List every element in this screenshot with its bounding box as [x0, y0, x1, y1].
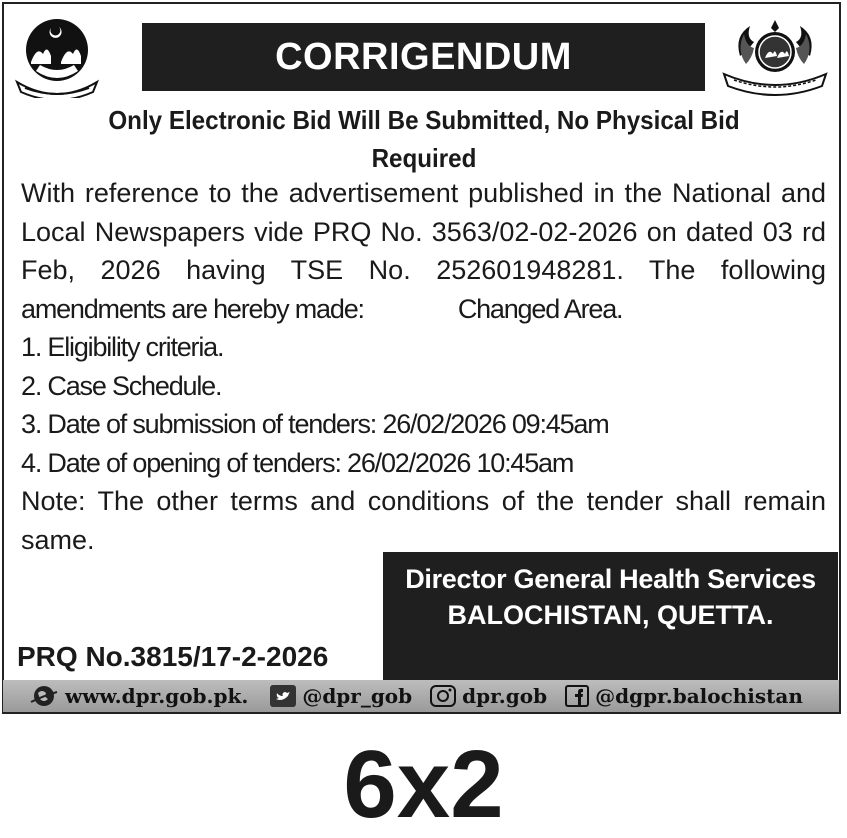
note-line: Note: The other terms and conditions of the tender shall remain: [21, 486, 826, 516]
twitter-handle[interactable]: @dpr_gob: [302, 684, 413, 708]
changed-area-label: Changed Area.: [457, 293, 623, 324]
website-link[interactable]: www.dpr.gob.pk.: [65, 684, 249, 708]
footer-facebook[interactable]: [565, 684, 803, 708]
page-title: CORRIGENDUM: [142, 23, 705, 91]
note-line: same.: [21, 524, 95, 555]
instagram-icon: [430, 685, 456, 707]
footer-website[interactable]: [29, 684, 248, 708]
facebook-handle[interactable]: @dgpr.balochistan: [595, 684, 803, 708]
list-item: 3. Date of submission of tenders: 26/02/2026 09:45am: [21, 409, 609, 439]
emblem-right-icon: [718, 16, 832, 96]
body-line: Feb, 2026 having TSE No. 252601948281. The following: [21, 255, 826, 285]
globe-icon: [29, 684, 59, 708]
instagram-handle[interactable]: dpr.gob: [462, 684, 548, 708]
list-item: 1. Eligibility criteria.: [21, 332, 224, 362]
facebook-icon: [565, 685, 589, 707]
footer-twitter[interactable]: [270, 684, 412, 708]
body-line: With reference to the advertisement published in the National and: [21, 178, 826, 208]
signature-block: [383, 552, 838, 680]
emblem-left-icon: [11, 16, 103, 98]
signature-title: Director General Health Services: [405, 564, 816, 594]
footer-instagram[interactable]: [430, 684, 547, 708]
ad-size-label: 6x2: [343, 731, 504, 838]
subtitle: Only Electronic Bid Will Be Submitted, No Physical Bid Required: [108, 105, 740, 173]
body-line: Local Newspapers vide PRQ No. 3563/02-02-2026 on dated 03 rd: [21, 216, 826, 247]
amendments-text: amendments are hereby made:: [21, 293, 364, 324]
signature-location: BALOCHISTAN, QUETTA.: [447, 600, 774, 630]
body-line: [21, 290, 826, 329]
body-text: [21, 174, 826, 559]
twitter-icon: [270, 685, 296, 707]
list-item: 4. Date of opening of tenders: 26/02/2026 10:45am: [21, 447, 574, 478]
footer-bar: [3, 680, 839, 712]
list-item: 2. Case Schedule.: [21, 370, 222, 401]
prq-number: PRQ No.3815/17-2-2026: [17, 641, 329, 672]
